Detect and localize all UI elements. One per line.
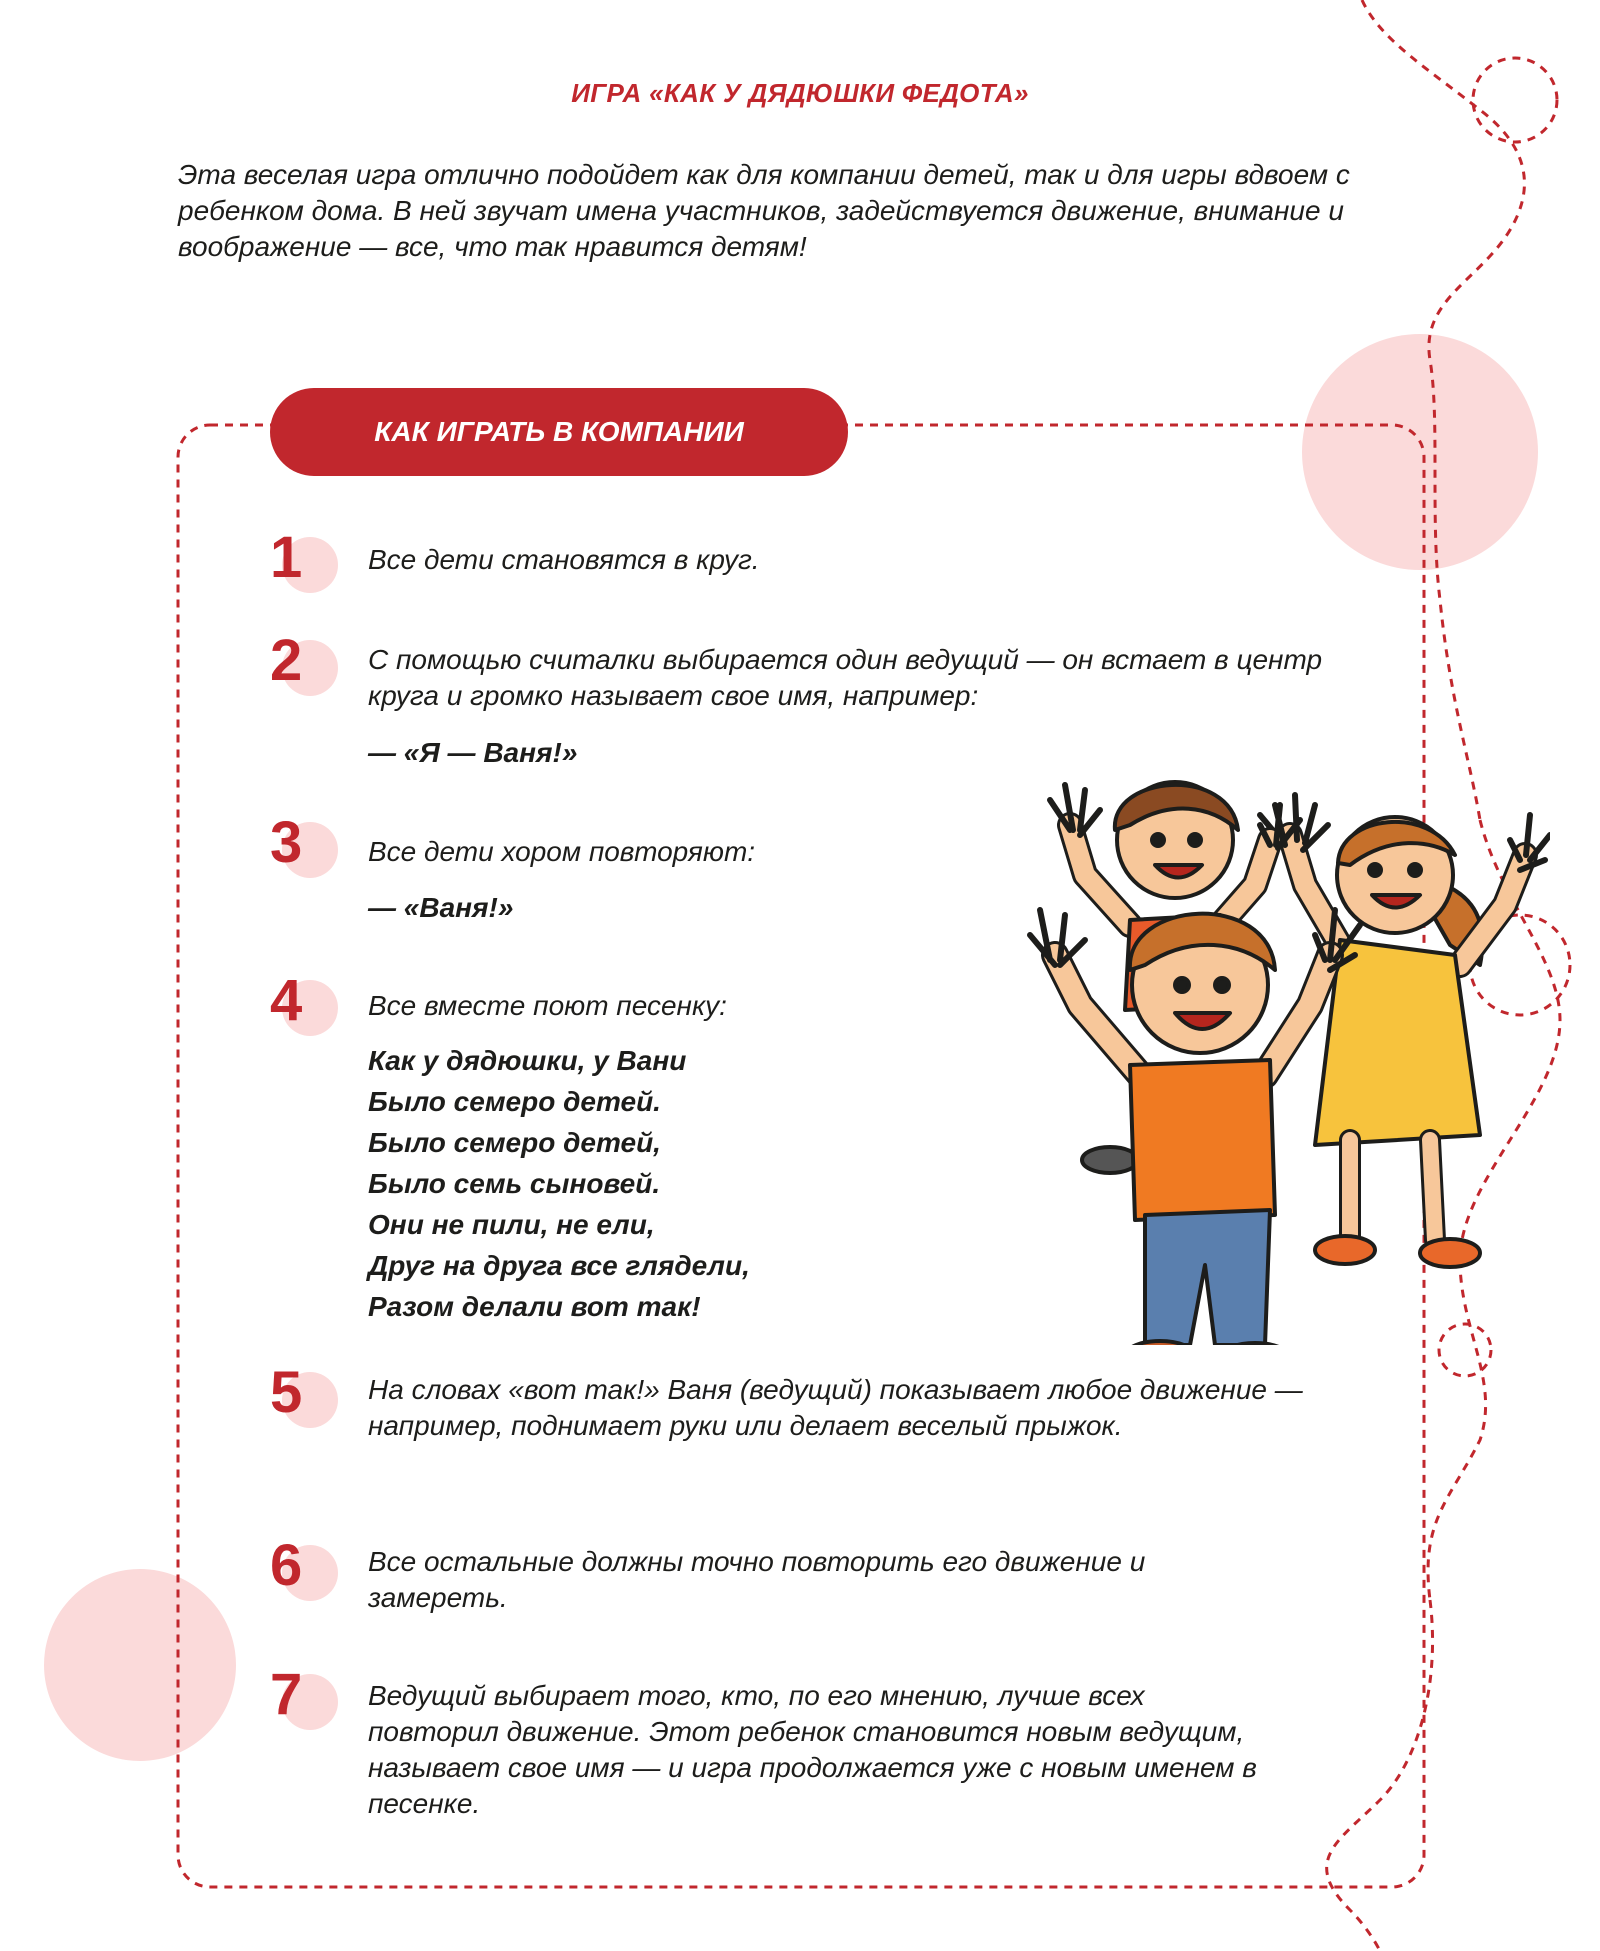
- step-quote-3: — «Ваня!»: [368, 892, 514, 923]
- step-number-5: 5: [270, 1362, 340, 1432]
- step-number-6: 6: [270, 1535, 340, 1605]
- step-number-2: 2: [270, 630, 340, 700]
- song-line: Было семеро детей,: [368, 1127, 661, 1158]
- song-line: Они не пили, не ели,: [368, 1209, 655, 1240]
- step-text-6: Все остальные должны точно повторить его движение и замереть.: [368, 1546, 1146, 1613]
- step-text-2: С помощью считалки выбирается один ведущий — он встает в центр круга и громко называет свое имя, например:: [368, 644, 1323, 711]
- step-number-4: 4: [270, 970, 340, 1040]
- page-title: ИГРА «КАК У ДЯДЮШКИ ФЕДОТА»: [571, 78, 1029, 108]
- section-title-badge: [270, 388, 848, 476]
- step-text-3: Все дети хором повторяют:: [368, 836, 756, 867]
- pink-circle-right: [1302, 334, 1538, 570]
- intro-paragraph: Эта веселая игра отлично подойдет как для компании детей, так и для игры вдвоем с ребенком дома. В ней звучат имена участников, задействуется движение, внимание и воображение — все, что так нравится детям!: [178, 159, 1350, 262]
- song-lyrics: [368, 1040, 888, 1327]
- song-line: Друг на друга все глядели,: [368, 1250, 750, 1281]
- song-line: Было семь сыновей.: [368, 1168, 661, 1199]
- step-number-7: 7: [270, 1664, 340, 1734]
- boy-front-figure: [1030, 910, 1360, 1345]
- step-text-1: Все дети становятся в круг.: [368, 544, 760, 575]
- step-number-3: 3: [270, 812, 340, 882]
- step-number-1: 1: [270, 527, 340, 597]
- step-text-5: На словах «вот так!» Ваня (ведущий) показывает любое движение — например, поднимает руки или делает веселый прыжок.: [368, 1374, 1303, 1441]
- step-text-7: Ведущий выбирает того, кто, по его мнению, лучше всех повторил движение. Этот ребенок становится новым ведущим, называет свое имя — и игра продолжается уже с новым именем в песенке.: [368, 1680, 1257, 1819]
- song-line: Было семеро детей.: [368, 1086, 661, 1117]
- step-quote-2: — «Я — Ваня!»: [368, 737, 578, 768]
- pink-circle-left: [44, 1569, 236, 1761]
- section-title: КАК ИГРАТЬ В КОМПАНИИ: [374, 416, 744, 447]
- step-text-4: Все вместе поют песенку:: [368, 990, 727, 1021]
- song-line: Как у дядюшки, у Вани: [368, 1045, 687, 1076]
- song-line: Разом делали вот так!: [368, 1291, 701, 1322]
- children-illustration: [1010, 745, 1550, 1345]
